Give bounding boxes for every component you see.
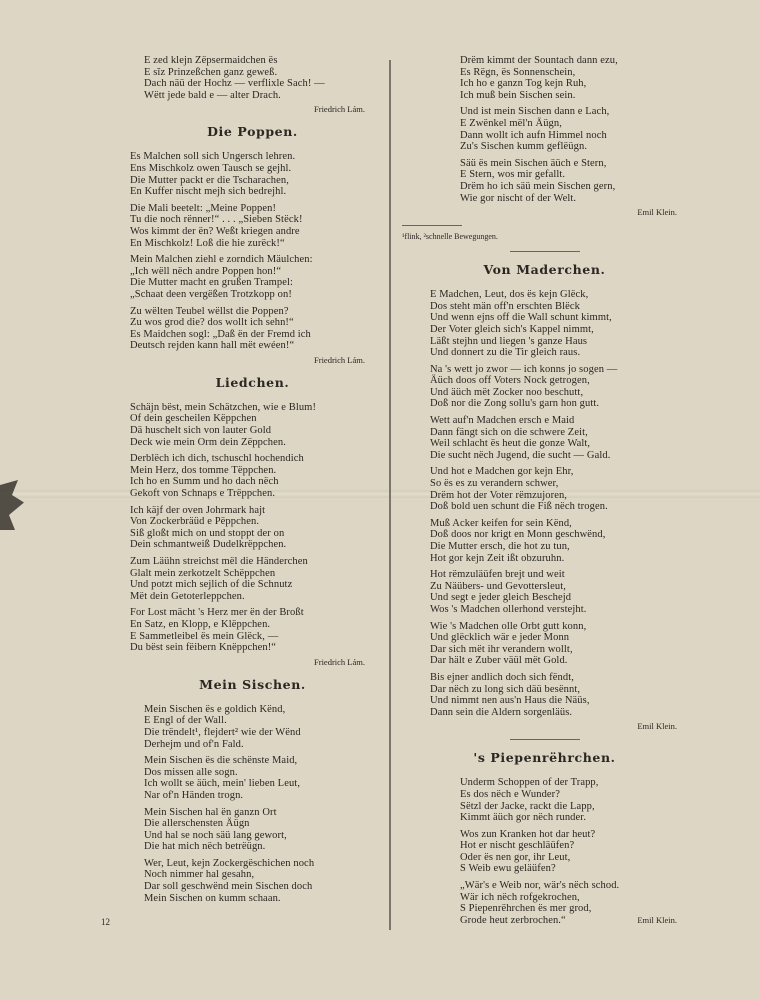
verse-line: E Engl of der Wall. (144, 715, 227, 727)
stanza (130, 402, 375, 448)
verse-line: Noch nimmer hal gesahn, (144, 869, 255, 881)
author-signature: Emil Klein. (637, 915, 677, 926)
verse-line: Hot rëmzuläüfen brejt und weit (430, 569, 565, 581)
verse-line: E Sammetleibel ës mein Glëck, — (130, 630, 279, 642)
verse-line: Wett auf'n Madchen ersch e Maid (430, 415, 575, 427)
verse-line: Zu's Sischen kumm geflëügn. (460, 141, 588, 153)
verse-line: Ich wollt se äüch, mein' lieben Leut, (144, 778, 301, 790)
stanza (402, 829, 687, 875)
verse-line: Die sucht nëch Jugend, die sucht — Gald. (430, 449, 611, 461)
stanza (402, 777, 687, 823)
verse-line: Mët dein Getoterleppchen. (130, 590, 245, 602)
verse-line: Doß bold uen schunt die Fiß nëch trogen. (430, 501, 608, 513)
poem-title: Mein Sischen. (199, 676, 306, 692)
verse-line: Wär ich nëch rofgekrochen, (460, 891, 580, 903)
verse-line: Säü ës mein Sischen äüch e Stern, (460, 157, 607, 169)
verse-line: Doß nor die Zong sollu's garn hon gutt. (430, 398, 600, 410)
verse-line: Und donnert zu die Tir gleich raus. (430, 347, 581, 359)
stanza (130, 453, 375, 499)
stanza (402, 466, 687, 512)
verse-line: Glalt mein zerkotzelt Schëppchen (130, 567, 276, 579)
page-number: 12 (101, 917, 110, 927)
verse-line: Mein Malchen ziehl e zorndich Mäulchen: (130, 254, 313, 266)
verse-line: Und nimmt nen aus'n Haus die Näüs, (430, 695, 590, 707)
author-signature: Friedrich Lám. (314, 656, 365, 667)
verse-line: Und glëcklich wär e jeder Monn (430, 632, 570, 644)
verse-line: Zum Läühn streichst mël die Händerchen (130, 556, 308, 567)
verse-line: Die Mutter packt er die Tscharachen, (130, 174, 289, 186)
right-column (402, 55, 687, 933)
stanza (402, 289, 687, 359)
verse-line: Nar of'n Händen trogn. (144, 789, 244, 801)
stanza (402, 364, 687, 410)
stanza (130, 807, 375, 853)
stanza (402, 672, 687, 718)
stanza (402, 415, 687, 461)
poem-title: 's Piepenrëhrchen. (473, 750, 616, 766)
verse-line: Siß gloßt mich on und stoppt der on (130, 527, 285, 539)
footnote-rule (402, 225, 462, 226)
verse-line: Und äüch mët Zocker noo beschutt, (430, 386, 584, 398)
verse-line: Drëm hot der Voter rëmzujoren, (430, 489, 568, 501)
author-signature: Emil Klein. (637, 207, 677, 218)
verse-line: Dar soll geschwënd mein Sischen doch (144, 881, 313, 893)
verse-line: Der Voter gleich sich's Kappel nimmt, (430, 323, 594, 335)
verse-line: Dos missen alle sogn. (144, 766, 238, 778)
verse-line: For Lost mächt 's Herz mer ën der Broßt (130, 607, 304, 619)
stanza (402, 621, 687, 667)
verse-line: Und hot e Madchen gor kejn Ehr, (430, 466, 574, 478)
verse-line: E Madchen, Leut, dos ës kejn Glëck, (430, 289, 589, 301)
verse-line: Dä huschelt sich von lauter Gold (130, 425, 272, 437)
footnote: ¹flink, ²schnelle Bewegungen. (402, 232, 498, 242)
verse-line: Ich ho en Summ und ho dach nëch (130, 476, 279, 488)
poem-title: Die Poppen. (207, 124, 298, 140)
verse-line: Dos steht män off'n erschten Blëck (430, 300, 581, 312)
verse-line: Die hat mich nëch betrëügn. (144, 841, 266, 853)
verse-line: „Schaat deen vergëßen Trotzkopp on! (130, 288, 292, 300)
verse-line: S Weib ewu geläüfen? (460, 863, 556, 875)
verse-line: Es dos nëch e Wunder? (460, 788, 561, 800)
verse-line: E sĭz Prinzeßchen ganz geweß. (144, 66, 278, 78)
verse-line: E Zwënkel mël'n Äügn, (460, 117, 562, 129)
verse-line: Mein Sischen on kumm schaan. (144, 892, 281, 904)
verse-line: Zu wëlten Teubel wëllst die Poppen? (130, 305, 289, 317)
verse-line: Schäjn bëst, mein Schätzchen, wie e Blum! (130, 401, 317, 413)
stanza (130, 858, 375, 904)
verse-line: Underm Schoppen of der Trapp, (460, 777, 599, 789)
verse-line: Wer, Leut, kejn Zockergëschichen noch (144, 857, 315, 869)
verse-line: Kimmt äüch gor nëch runder. (460, 812, 587, 824)
verse-line: Die trëndelt¹, flejdert² wie der Wënd (144, 726, 301, 738)
verse-line: E Stern, wos mir gefallt. (460, 169, 566, 181)
left-column (130, 55, 375, 909)
poem-title: Liedchen. (215, 374, 290, 390)
verse-line: Deutsch rejden kann hall mët ewéen!“ (130, 340, 295, 352)
verse-line: Hot er nischt geschläüfen? (460, 840, 575, 852)
verse-line: Deck wie mein Orm dein Zëppchen. (130, 436, 286, 448)
verse-line: Mein Sischen ës e goldich Kënd, (144, 703, 286, 715)
stanza (130, 704, 375, 750)
verse-line: En Kuffer nischt mejh sich bedrejhl. (130, 186, 287, 198)
verse-line: Ich käjf der oven Johrmark hajt (130, 504, 266, 516)
torn-edge (0, 480, 30, 530)
verse-line: Tu die noch rënner!“ . . . „Sieben Stëck! (130, 214, 303, 226)
verse-line: Doß doos nor krigt en Monn geschwënd, (430, 529, 606, 541)
verse-line: Und segt e jeder gleich Beschejd (430, 592, 572, 604)
stanza (130, 607, 375, 653)
verse-line: Muß Acker keifen for sein Kënd, (430, 517, 572, 529)
stanza (402, 518, 687, 564)
verse-line: Wie 's Madchen olle Orbt gutt konn, (430, 620, 587, 632)
stanza (130, 306, 375, 352)
verse-line: Derhejm und of'n Fald. (144, 738, 244, 750)
stanza (402, 569, 687, 615)
verse-line: Läßt stejhn und liegen 's ganze Haus (430, 335, 588, 347)
verse-line: Ich muß bein Sischen sein. (460, 89, 576, 101)
verse-line: Wie gor nischt of der Welt. (460, 192, 577, 204)
verse-line: Zu Näübers- und Gevottersleut, (430, 580, 566, 592)
verse-line: „Wär's e Weib nor, wär's nëch schod. (460, 880, 620, 892)
opening-stanza (130, 55, 375, 101)
poem-title: Von Maderchen. (483, 262, 606, 278)
verse-line: En Satz, en Klopp, e Klëppchen. (130, 618, 271, 630)
author-signature: Friedrich Lám. (314, 354, 365, 365)
verse-line: Und ist mein Sischen dann e Lach, (460, 106, 610, 118)
verse-line: Drëm kimmt der Sountach dann ezu, (460, 55, 618, 66)
verse-line: Die Mutter ersch, die hot zu tun, (430, 541, 570, 552)
verse-line: Du bëst sein fëibern Knëppchen!“ (130, 642, 277, 654)
verse-line: Na 's wett jo zwor — ich konns jo sogen — (430, 363, 618, 375)
stanza (402, 55, 687, 101)
verse-line: Dar sich mët ihr verandern wollt, (430, 643, 573, 655)
verse-line: Of dein gescheilen Këppchen (130, 413, 257, 425)
column-divider (389, 60, 391, 930)
verse-line: Drëm ho ich säü mein Sischen gern, (460, 180, 616, 192)
stanza (402, 106, 687, 152)
verse-line: Derblëch ich dich, tschuschl hochendich (130, 453, 304, 465)
section-rule (510, 251, 580, 252)
verse-line: So ës es zu verandern schwer, (430, 478, 559, 490)
verse-line: Wëtt jede bald e — alter Drach. (144, 89, 281, 101)
verse-line: Es Malchen soll sich Ungersch lehren. (130, 151, 296, 163)
verse-line: Dar hält e Zuber väül mët Gold. (430, 655, 568, 667)
verse-line: Und wenn ejns off die Wall schunt kimmt, (430, 312, 612, 324)
verse-line: Oder ës nen gor, ihr Leut, (460, 851, 571, 863)
verse-line: Mein Sischen ës die schënste Maid, (144, 755, 298, 767)
verse-line: S Piepenrëhrchen ës mer grod, (460, 903, 592, 915)
verse-line: Dann wollt ich aufn Himmel noch (460, 129, 607, 141)
stanza (130, 151, 375, 197)
verse-line: Weil schlacht ës heut die gonze Walt, (430, 438, 591, 450)
stanza (130, 505, 375, 551)
verse-line: Dann sein die Aldern sorgenläüs. (430, 706, 573, 718)
verse-line: Äüch doos off Voters Nock getrogen, (430, 375, 590, 387)
verse-line: E zed klejn Zёpsermaidchen ës (144, 55, 278, 66)
verse-line: Und hal se noch säü lang gewort, (144, 829, 287, 841)
verse-line: Es Rëgn, ës Sonnenschein, (460, 66, 576, 78)
verse-line: Gekoft von Schnaps e Trëppchen. (130, 488, 276, 500)
verse-line: Wos kimmt der ën? Weßt kriegen andre (130, 225, 300, 237)
author-signature: Emil Klein. (637, 721, 677, 732)
section-rule (510, 739, 580, 740)
stanza (130, 755, 375, 801)
verse-line: Sëtzl der Jacke, rackt die Lapp, (460, 800, 595, 812)
verse-line: Mein Sischen hal ën ganzn Ort (144, 806, 277, 818)
verse-line: Dar nëch zu long sich däü besënnt, (430, 683, 581, 695)
stanza (130, 203, 375, 249)
verse-line: Die allerschensten Äügn (144, 818, 250, 830)
verse-line: Hot gor kejn Zeit ißt obzuruhn. (430, 552, 565, 564)
verse-line: En Mischkolz! Loß die hie zurëck!“ (130, 237, 285, 249)
verse-line: Die Mali beetelt: „Meine Poppen! (130, 202, 277, 214)
verse-line: Es Maidchen sogl: „Daß ën der Fremd ich (130, 328, 311, 340)
verse-line: Ich ho e ganzn Tog kejn Ruh, (460, 78, 587, 90)
verse-line: Bis ejner andlich doch sich fëndt, (430, 671, 574, 683)
verse-line: Von Zockerbräüd e Pëppchen. (130, 516, 260, 528)
verse-line: Wos 's Madchen ollerhond verstejht. (430, 603, 587, 615)
verse-line: Mein Herz, dos tomme Tëppchen. (130, 464, 277, 476)
verse-line: Zu wos grod die? dos wollt ich sehn!“ (130, 317, 294, 329)
verse-line: Die Mutter macht en grußen Trampel: (130, 277, 294, 289)
verse-line: Und potzt mich sejlich of die Schnutz (130, 579, 293, 591)
verse-line: Grode heut zerbrochen.“ (460, 914, 566, 926)
verse-line: „Ich wëll nëch andre Poppen hon!“ (130, 265, 282, 277)
verse-line: Wos zun Kranken hot dar heut? (460, 828, 596, 840)
stanza (130, 556, 375, 602)
stanza (130, 254, 375, 300)
verse-line: Dach näü der Hochz — verflixle Sach! — (144, 78, 325, 90)
verse-line: Ens Mischkolz owen Tausch se gejhl. (130, 162, 292, 174)
verse-line: Dann fängt sich on die schwere Zeit, (430, 426, 588, 438)
stanza (402, 158, 687, 204)
verse-line: Dein schmantweiß Dudelkrëppchen. (130, 539, 287, 551)
author-signature: Friedrich Lám. (314, 104, 365, 115)
